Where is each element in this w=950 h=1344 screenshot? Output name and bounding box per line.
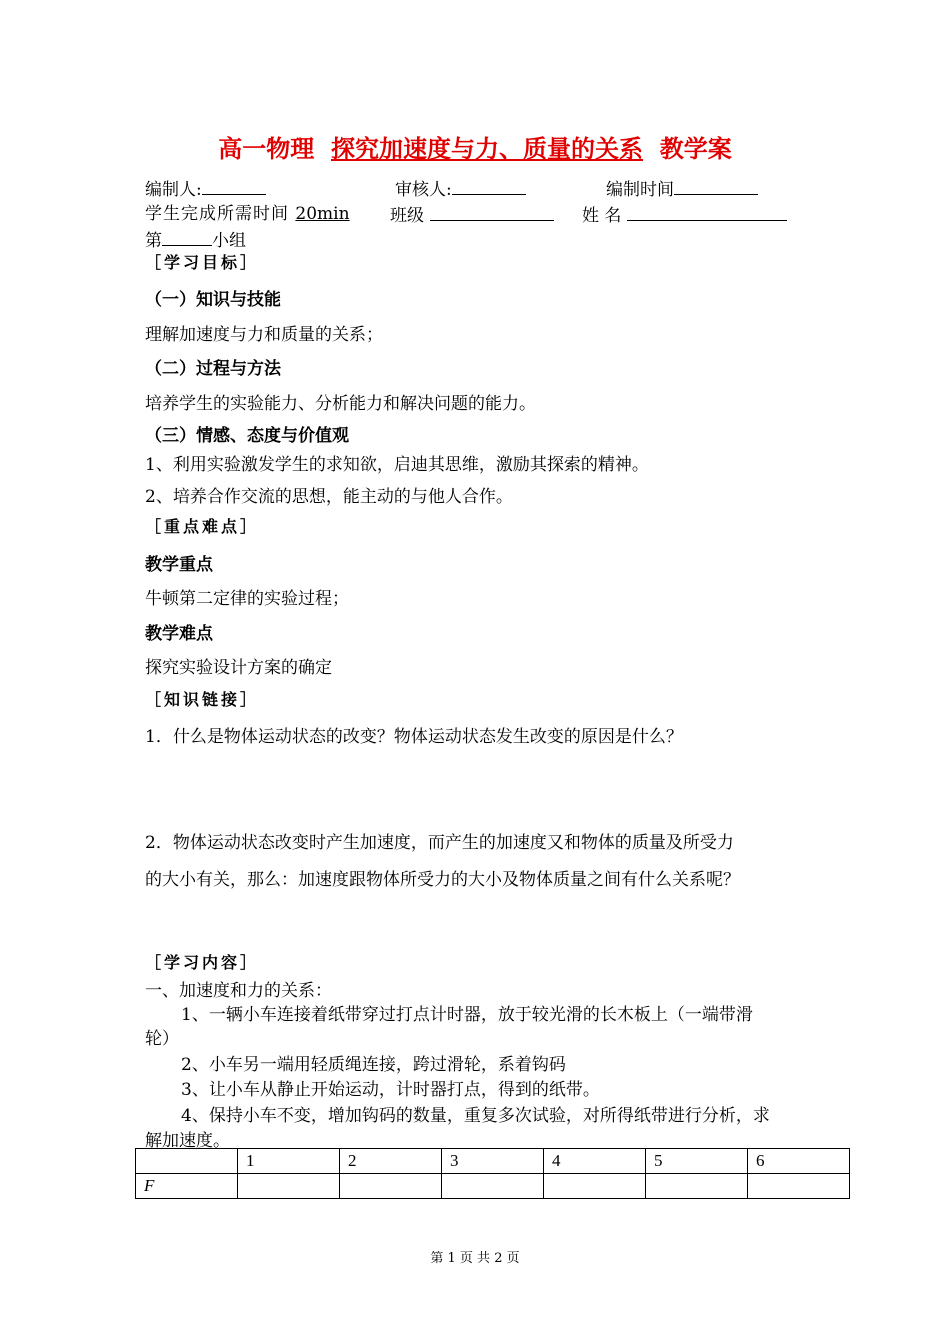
content-line-3: 3、让小车从静止开始运动，计时器打点，得到的纸带。	[181, 1080, 600, 1100]
reviewer-label: 审核人:	[395, 180, 452, 200]
table-cell[interactable]	[238, 1174, 340, 1199]
content-line-4b: 解加速度。	[145, 1131, 230, 1151]
page-title	[0, 132, 950, 166]
class-blank[interactable]	[430, 202, 554, 221]
class-label: 班级	[390, 206, 424, 226]
page-footer: 第 1 页 共 2 页	[430, 1251, 520, 1266]
goal-text-3b: 2、培养合作交流的思想，能主动的与他人合作。	[145, 487, 513, 507]
name-label: 姓 名	[582, 206, 622, 226]
section-goals: ［学习目标］	[145, 253, 260, 272]
time-blank[interactable]	[674, 176, 758, 195]
duration-label: 学生完成所需时间	[145, 204, 289, 224]
group-post: 小组	[212, 231, 246, 251]
content-line-1b: 轮）	[145, 1029, 179, 1049]
table-header-cell: 6	[748, 1149, 850, 1174]
key-text-2: 探究实验设计方案的确定	[145, 658, 332, 678]
duration-field	[145, 202, 350, 226]
table-cell[interactable]	[442, 1174, 544, 1199]
table-row	[136, 1174, 850, 1199]
reviewer-field	[395, 176, 526, 202]
goal-heading-1: （一）知识与技能	[145, 290, 281, 310]
table-header-row	[136, 1149, 850, 1174]
table-row-label: F	[136, 1174, 238, 1199]
title-subject: 高一物理	[218, 134, 315, 163]
goal-text-2: 培养学生的实验能力、分析能力和解决问题的能力。	[145, 394, 536, 414]
key-heading-1: 教学重点	[145, 555, 213, 575]
time-label: 编制时间	[606, 180, 674, 200]
data-table	[135, 1148, 850, 1199]
table-header-cell	[136, 1149, 238, 1174]
time-field	[606, 176, 758, 202]
title-topic: 探究加速度与力、质量的关系	[331, 134, 643, 163]
table-cell[interactable]	[748, 1174, 850, 1199]
table-header-cell: 4	[544, 1149, 646, 1174]
table-header-cell: 1	[238, 1149, 340, 1174]
link-question-1: 1．什么是物体运动状态的改变？物体运动状态发生改变的原因是什么？	[145, 727, 683, 747]
goal-text-1: 理解加速度与力和质量的关系；	[145, 325, 383, 345]
section-content: ［学习内容］	[145, 953, 260, 972]
content-line-2: 2、小车另一端用轻质绳连接，跨过滑轮，系着钩码	[181, 1055, 566, 1075]
goal-heading-2: （二）过程与方法	[145, 359, 281, 379]
content-line-4a: 4、保持小车不变，增加钩码的数量，重复多次试验，对所得纸带进行分析，求	[181, 1106, 770, 1126]
table-cell[interactable]	[340, 1174, 442, 1199]
content-line-0: 一、加速度和力的关系：	[145, 981, 332, 1001]
table-header-cell: 5	[646, 1149, 748, 1174]
reviewer-blank[interactable]	[452, 176, 526, 195]
duration-value: 20min	[295, 204, 350, 224]
content-line-1a: 1、一辆小车连接着纸带穿过打点计时器，放于较光滑的长木板上（一端带滑	[181, 1005, 753, 1025]
link-question-2a: 2．物体运动状态改变时产生加速度，而产生的加速度又和物体的质量及所受力	[145, 833, 734, 853]
name-field	[582, 202, 787, 228]
table-header-cell: 2	[340, 1149, 442, 1174]
compiler-field	[145, 176, 266, 202]
compiler-label: 编制人:	[145, 180, 202, 200]
class-field	[390, 202, 554, 228]
title-type: 教学案	[659, 134, 732, 163]
link-question-2b: 的大小有关，那么：加速度跟物体所受力的大小及物体质量之间有什么关系呢？	[145, 870, 740, 890]
group-pre: 第	[145, 231, 162, 251]
table-cell[interactable]	[544, 1174, 646, 1199]
compiler-blank[interactable]	[202, 176, 266, 195]
goal-text-3a: 1、利用实验激发学生的求知欲，启迪其思维，激励其探索的精神。	[145, 455, 649, 475]
goal-heading-3: （三）情感、态度与价值观	[145, 426, 349, 446]
group-blank[interactable]	[162, 227, 212, 246]
section-link: ［知识链接］	[145, 690, 260, 709]
name-blank[interactable]	[627, 202, 787, 221]
table-header-cell: 3	[442, 1149, 544, 1174]
section-keypoints: ［重点难点］	[145, 517, 260, 536]
key-text-1: 牛顿第二定律的实验过程；	[145, 589, 349, 609]
table-cell[interactable]	[646, 1174, 748, 1199]
key-heading-2: 教学难点	[145, 624, 213, 644]
